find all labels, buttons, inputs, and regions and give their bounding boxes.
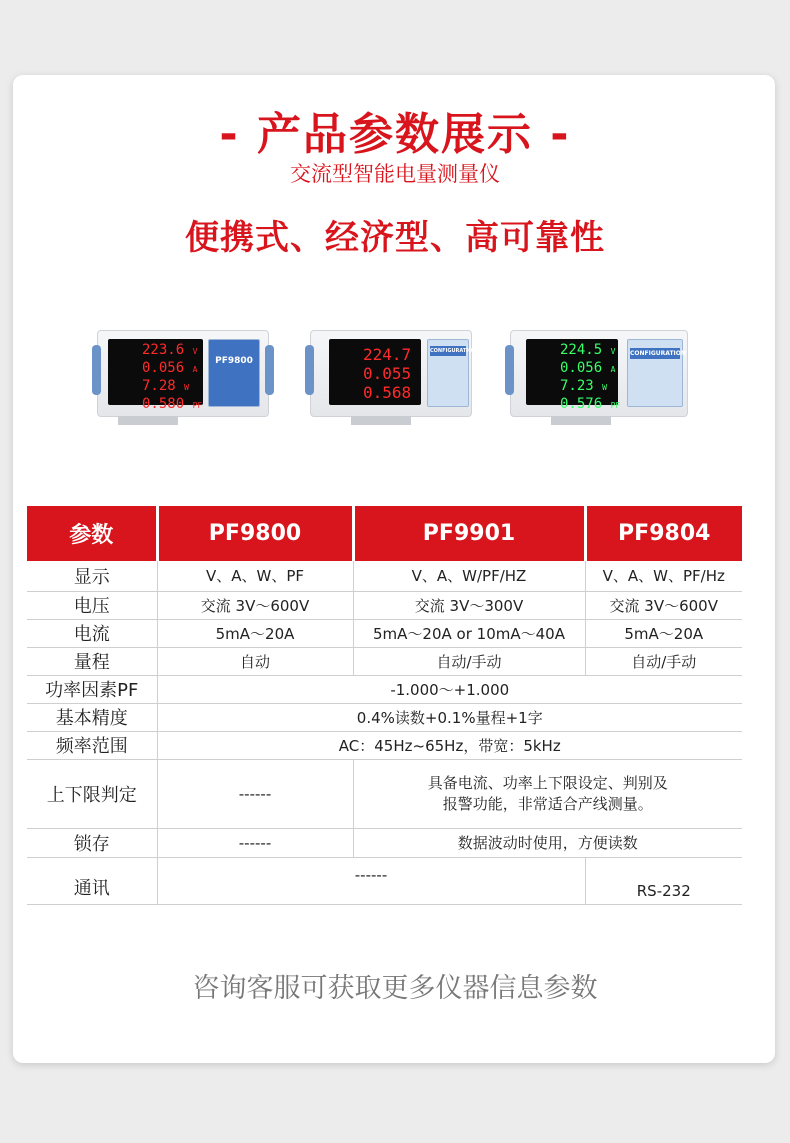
device-3-logo: CONFIGURATION	[630, 350, 686, 357]
device-2-display: 224.7 0.055 0.568	[329, 339, 421, 405]
cell-pf-value: -1.000～+1.000	[157, 675, 742, 703]
page-subtitle: 交流型智能电量测量仪	[290, 162, 500, 186]
row-label-pf: 功率因素PF	[27, 675, 157, 703]
cell-current-pf9800: 5mA～20A	[157, 619, 353, 647]
row-label-range: 量程	[27, 647, 157, 675]
device-pf9804-image	[510, 330, 688, 417]
row-label-current: 电流	[27, 619, 157, 647]
row-label-comm: 通讯	[27, 857, 157, 904]
table-header-row	[27, 506, 742, 561]
limits-description: 具备电流、功率上下限设定、判别及报警功能，非常适合产线测量。	[427, 773, 668, 813]
device-1-logo: PF9800	[211, 354, 257, 368]
device-3-display: 224.5 V 0.056 A 7.23 W 0.576 PF	[526, 339, 618, 405]
cell-hold-other: 数据波动时使用，方便读数	[353, 828, 742, 857]
cell-current-pf9901: 5mA～20A or 10mA～40A	[353, 619, 585, 647]
table-row	[27, 619, 742, 647]
cell-comm-combined: ------	[157, 857, 585, 904]
header-param: 参数	[27, 506, 157, 561]
cell-voltage-pf9901: 交流 3V～300V	[353, 591, 585, 619]
row-label-accuracy: 基本精度	[27, 703, 157, 731]
table-row	[27, 828, 742, 857]
cell-hold-pf9800: ------	[157, 828, 353, 857]
table-row	[27, 561, 742, 591]
header-pf9800: PF9800	[157, 506, 353, 561]
row-label-hold: 锁存	[27, 828, 157, 857]
cell-accuracy-value: 0.4%读数+0.1%量程+1字	[157, 703, 742, 731]
cell-display-pf9800: V、A、W、PF	[157, 561, 353, 591]
device-1-display: 223.6 V 0.056 A 7.28 W 0.580 PF	[108, 339, 203, 405]
row-label-frequency: 频率范围	[27, 731, 157, 759]
table-row	[27, 675, 742, 703]
device-pf9901-image	[310, 330, 477, 417]
cell-frequency-value: AC：45Hz~65Hz，带宽：5kHz	[157, 731, 742, 759]
cell-range-pf9800: 自动	[157, 647, 353, 675]
cell-range-pf9901: 自动/手动	[353, 647, 585, 675]
header-pf9901: PF9901	[353, 506, 585, 561]
cell-voltage-pf9800: 交流 3V～600V	[157, 591, 353, 619]
row-label-limits: 上下限判定	[27, 759, 157, 828]
page-title: - 产品参数展示 -	[219, 109, 571, 160]
cell-display-pf9901: V、A、W/PF/HZ	[353, 561, 585, 591]
table-row	[27, 703, 742, 731]
footer-note: 咨询客服可获取更多仪器信息参数	[192, 973, 598, 1004]
table-row	[27, 857, 742, 904]
cell-comm-pf9804: RS-232	[585, 857, 742, 904]
cell-range-pf9804: 自动/手动	[585, 647, 742, 675]
cell-current-pf9804: 5mA～20A	[585, 619, 742, 647]
row-label-voltage: 电压	[27, 591, 157, 619]
cell-limits-pf9800: ------	[157, 759, 353, 828]
header-pf9804: PF9804	[585, 506, 742, 561]
device-pf9800-image	[97, 330, 269, 417]
cell-display-pf9804: V、A、W、PF/Hz	[585, 561, 742, 591]
cell-limits-other	[353, 759, 742, 828]
product-tagline: 便携式、经济型、高可靠性	[185, 218, 605, 258]
table-row	[27, 591, 742, 619]
spec-table	[27, 506, 742, 905]
device-2-logo: CONFIGURATION	[430, 348, 477, 354]
table-row	[27, 759, 742, 828]
row-label-display: 显示	[27, 561, 157, 591]
table-row	[27, 647, 742, 675]
cell-voltage-pf9804: 交流 3V～600V	[585, 591, 742, 619]
table-row	[27, 731, 742, 759]
